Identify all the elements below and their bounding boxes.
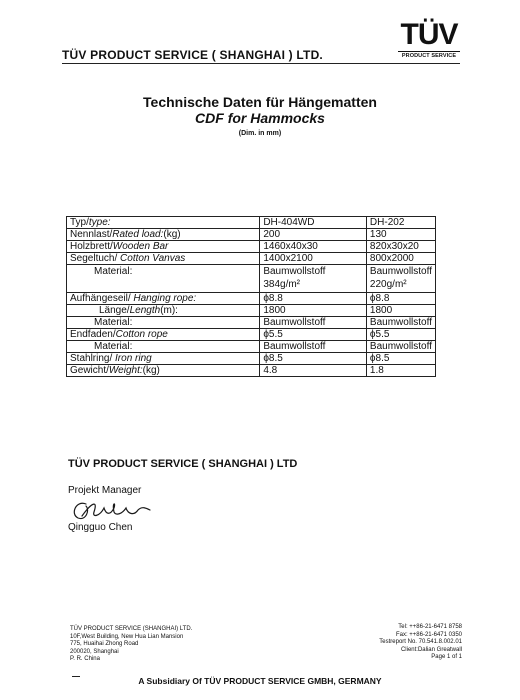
- signature-company: TÜV PRODUCT SERVICE ( SHANGHAI ) LTD: [68, 458, 298, 470]
- row-label: Aufhängeseil/ Hanging rope:: [67, 293, 260, 305]
- tuv-logo: [398, 20, 460, 59]
- row-label: Stahlring/ Iron ring: [67, 353, 260, 365]
- cell-dh202: ϕ5.5: [366, 329, 435, 341]
- cell-dh202: Baumwollstoff 220g/m²: [366, 265, 435, 293]
- cell-dh202: 1800: [366, 305, 435, 317]
- table-row: [67, 253, 436, 265]
- cell-dh202: 130: [366, 229, 435, 241]
- row-label: Holzbrett/Wooden Bar: [67, 241, 260, 253]
- cell-dh404wd: ϕ8.8: [260, 293, 367, 305]
- cell-dh202: Baumwollstoff: [366, 317, 435, 329]
- footer-contact: Tel: ++86-21-6471 8758 Fax: ++86-21-6471 0350 Testreport No. 70.541.8.002.01 Client:Dalian Greatwall Page 1 of 1: [379, 624, 462, 660]
- logo-mark: TÜV: [400, 18, 458, 51]
- cell-dh202: 820x30x20: [366, 241, 435, 253]
- table-row: [67, 265, 436, 293]
- row-label: Material:: [67, 265, 260, 293]
- row-label: Endfaden/Cotton rope: [67, 329, 260, 341]
- row-label: Gewicht/Weight:(kg): [67, 365, 260, 377]
- row-label: Material:: [67, 341, 260, 353]
- title-german: Technische Daten für Hängematten: [143, 94, 377, 110]
- cell-dh404wd: 1460x40x30: [260, 241, 367, 253]
- cell-dh404wd: 1400x2100: [260, 253, 367, 265]
- row-label: Nennlast/Rated load:(kg): [67, 229, 260, 241]
- signature-role: Projekt Manager: [68, 485, 142, 496]
- company-header: TÜV PRODUCT SERVICE ( SHANGHAI ) LTD.: [62, 48, 323, 62]
- table-row: [67, 365, 436, 377]
- cell-dh404wd: DH-404WD: [260, 217, 367, 229]
- cell-dh202: DH-202: [366, 217, 435, 229]
- table-row: [67, 305, 436, 317]
- header-rule: [62, 63, 460, 64]
- table-row: [67, 241, 436, 253]
- cell-dh404wd: Baumwollstoff 384g/m²: [260, 265, 367, 293]
- dimension-note: (Dim. in mm): [238, 130, 282, 137]
- cell-dh202: 1.8: [366, 365, 435, 377]
- cell-dh202: 800x2000: [366, 253, 435, 265]
- cell-dh404wd: 1800: [260, 305, 367, 317]
- cell-dh404wd: 4.8: [260, 365, 367, 377]
- cell-dh202: ϕ8.5: [366, 353, 435, 365]
- table-row: [67, 217, 436, 229]
- handwritten-signature: [68, 494, 158, 524]
- table-row: [67, 229, 436, 241]
- table-row: [67, 353, 436, 365]
- row-label: Typ/type:: [67, 217, 260, 229]
- cell-dh404wd: 200: [260, 229, 367, 241]
- cell-dh404wd: Baumwollstoff: [260, 341, 367, 353]
- table-row: [67, 293, 436, 305]
- cell-dh404wd: Baumwollstoff: [260, 317, 367, 329]
- row-label: Länge/Length(m):: [67, 305, 260, 317]
- cell-dh404wd: ϕ8.5: [260, 353, 367, 365]
- table-row: [67, 341, 436, 353]
- signature-name: Qingguo Chen: [68, 522, 133, 533]
- title-english: CDF for Hammocks: [195, 110, 325, 126]
- row-label: Segeltuch/ Cotton Vanvas: [67, 253, 260, 265]
- footer-subsidiary: A Subsidiary Of TÜV PRODUCT SERVICE GMBH, GERMANY: [138, 676, 382, 686]
- cell-dh202: Baumwollstoff: [366, 341, 435, 353]
- cell-dh202: ϕ8.8: [366, 293, 435, 305]
- logo-subtitle: PRODUCT SERVICE: [398, 51, 460, 59]
- spec-table: [66, 216, 436, 377]
- footer-address: TÜV PRODUCT SERVICE (SHANGHAI) LTD. 10F,West Building, New Hua Lian Mansion 775, Huaihai Zhong Road 200020, Shanghai P. R. China: [70, 626, 193, 662]
- table-row: [67, 329, 436, 341]
- cell-dh404wd: ϕ5.5: [260, 329, 367, 341]
- table-row: [67, 317, 436, 329]
- row-label: Material:: [67, 317, 260, 329]
